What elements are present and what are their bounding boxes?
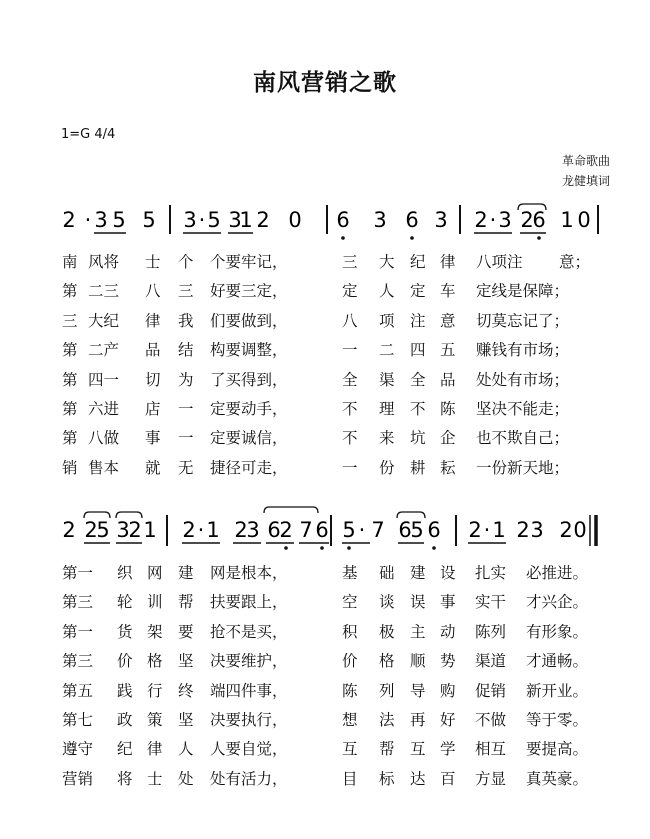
key-signature: 1=G 4/4 (61, 127, 116, 142)
octave-dot (347, 546, 351, 550)
lyric-word: 必推进。 (526, 564, 589, 582)
lyric-word: 策 (147, 711, 163, 729)
lyric-word: 织 (117, 564, 133, 582)
lyric-word: 耘 (440, 458, 456, 477)
note: 7 (371, 518, 385, 542)
lyric-word: 第 (62, 282, 78, 301)
lyric-word: 践 (117, 681, 133, 700)
lyric-word: 售本 (88, 458, 120, 477)
lyric-word: 训 (147, 593, 163, 612)
lyric-line (0, 338, 650, 362)
lyric-word: 第三 (62, 593, 94, 612)
lyric-word: 风将 (88, 253, 120, 271)
lyric-word: 第五 (62, 681, 94, 700)
lyric-word: 三 (178, 282, 194, 301)
lyric-word: 构要调整， (210, 341, 288, 360)
lyric-word: 坚 (178, 711, 194, 729)
lyric-word: 格 (379, 652, 395, 671)
lyric-word: 陈列 (475, 622, 507, 641)
note: · (197, 518, 205, 542)
lyric-word: 第 (62, 400, 78, 418)
notation-staff-2 (62, 507, 596, 550)
lyric-word: 南 (62, 253, 78, 271)
lyric-word: 二产 (88, 341, 120, 360)
lyric-word: 格 (147, 652, 163, 671)
lyric-word: 础 (379, 564, 395, 582)
lyric-word: 极 (379, 622, 395, 641)
lyric-word: 货 (117, 622, 133, 641)
lyric-word: 基 (342, 564, 358, 582)
lyric-word: 帮 (178, 593, 194, 612)
lyric-word: 处 (178, 769, 194, 788)
lyric-line (0, 397, 650, 421)
lyric-word: 全 (410, 370, 426, 389)
lyric-word: 第七 (62, 711, 94, 729)
lyric-word: 真英豪。 (526, 769, 589, 788)
lyric-word: 不 (342, 429, 358, 448)
lyric-word: 等于零。 (526, 711, 589, 729)
lyric-word: 律 (147, 740, 163, 759)
lyric-word: 二三 (88, 282, 120, 301)
note: 1 (239, 208, 253, 232)
lyric-word: 八做 (88, 429, 120, 448)
lyric-word: 端四件事， (210, 681, 288, 700)
lyric-word: 主 (410, 622, 426, 641)
lyric-word: 五 (440, 341, 456, 360)
lyric-word: 陈 (440, 400, 456, 418)
note: 6 (405, 208, 419, 232)
note: 2 (234, 518, 248, 542)
octave-dot (410, 236, 414, 240)
lyric-word: 八 (342, 311, 358, 330)
lyric-word: 车 (440, 282, 456, 301)
lyric-word: 事 (145, 429, 161, 448)
lyric-line (0, 679, 650, 703)
lyric-word: 份 (379, 458, 395, 477)
lyric-word: 好 (440, 711, 456, 729)
note: 6 (532, 208, 546, 232)
page-title: 南风营销之歌 (253, 70, 397, 96)
lyric-word: 品 (145, 341, 161, 360)
lyric-word: 帮 (379, 740, 395, 759)
lyric-word: 个 (178, 253, 194, 271)
lyric-word: 定要动手， (210, 400, 288, 418)
lyric-word: 购 (440, 681, 456, 700)
lyric-word: 不 (342, 400, 358, 418)
lyric-word: 品 (440, 370, 456, 389)
lyric-word: 大 (379, 253, 395, 271)
lyric-word: 店 (145, 400, 161, 418)
lyric-word: 扎实 (475, 564, 507, 582)
lyric-word: 人要自觉， (210, 740, 288, 759)
lyric-word: 政 (117, 711, 133, 729)
lyric-line (0, 708, 650, 732)
lyric-word: 网是根本， (210, 564, 288, 582)
note: 3 (246, 518, 260, 542)
lyric-line (0, 279, 650, 303)
lyric-word: 才通畅。 (526, 652, 589, 671)
lyric-word: 理 (379, 400, 395, 418)
note: 5 (112, 208, 126, 232)
note: 2 (84, 518, 98, 542)
lyric-word: 处处有市场； (476, 370, 570, 389)
lyric-word: 意； (559, 253, 591, 271)
lyric-word: 达 (410, 769, 426, 788)
note: 5 (342, 518, 356, 542)
lyric-word: 空 (342, 593, 358, 612)
lyric-word: 切莫忘记了； (476, 311, 570, 330)
note: 2 (468, 518, 482, 542)
lyric-word: 八 (145, 282, 161, 301)
lyric-word: 营销 (62, 769, 94, 788)
note: · (358, 518, 366, 542)
lyric-word: 第一 (62, 622, 94, 641)
lyric-word: 事 (440, 593, 456, 612)
lyric-word: 百 (440, 769, 456, 788)
lyric-word: 决要执行， (210, 711, 288, 729)
lyric-word: 全 (342, 370, 358, 389)
lyric-word: 坚 (178, 652, 194, 671)
note: 3 (434, 208, 448, 232)
note: 6 (398, 518, 412, 542)
note: 1 (143, 518, 157, 542)
note: 2 (62, 518, 76, 542)
note: 5 (142, 208, 156, 232)
note: 6 (427, 518, 441, 542)
lyrics-credit: 龙健填词 (561, 174, 610, 188)
lyric-word: 才兴企。 (526, 593, 589, 612)
lyric-word: 第三 (62, 652, 94, 671)
lyric-word: 将 (117, 769, 133, 788)
lyric-word: 遵守 (62, 740, 94, 759)
lyric-word: 人 (379, 282, 395, 301)
lyric-word: 架 (147, 622, 163, 641)
lyric-word: 想 (342, 711, 358, 729)
lyric-line (0, 767, 650, 791)
note: 2 (256, 208, 270, 232)
note: 3 (183, 208, 197, 232)
lyric-word: 三 (342, 253, 358, 271)
lyric-word: 行 (147, 681, 163, 700)
lyric-word: 我 (178, 311, 194, 330)
lyric-word: 律 (440, 253, 456, 271)
lyric-word: 谈 (379, 593, 395, 612)
lyric-word: 要 (178, 622, 194, 641)
lyric-word: 定要诚信， (210, 429, 288, 448)
note: 5 (96, 518, 110, 542)
lyric-word: 一 (342, 458, 358, 477)
lyric-word: 一 (342, 341, 358, 360)
lyric-word: 互 (410, 740, 426, 759)
lyric-word: 再 (410, 711, 426, 729)
note: 0 (573, 518, 587, 542)
note: 6 (267, 518, 281, 542)
lyric-word: 新开业。 (526, 681, 589, 700)
lyric-word: 切 (145, 370, 161, 389)
lyric-word: 误 (410, 593, 426, 612)
lyric-word: 第 (62, 341, 78, 360)
lyric-word: 建 (178, 564, 194, 582)
lyric-word: 定 (410, 282, 426, 301)
lyric-line (0, 250, 650, 274)
lyric-word: 八项注 (476, 253, 523, 271)
lyric-word: 动 (440, 622, 456, 641)
lyric-word: 赚钱有市场； (476, 341, 570, 360)
lyric-word: 顺 (410, 652, 426, 671)
lyric-word: 销 (62, 458, 78, 477)
note: 3 (228, 208, 242, 232)
lyric-word: 学 (440, 740, 456, 759)
lyric-word: 网 (147, 564, 163, 582)
lyric-word: 有形象。 (526, 622, 589, 641)
note: · (198, 208, 206, 232)
lyric-word: 扶要跟上， (210, 593, 288, 612)
note: 1 (206, 518, 220, 542)
lyric-word: 就 (145, 458, 161, 477)
lyric-word: 一份新天地； (476, 458, 570, 477)
lyric-word: 方显 (475, 769, 507, 788)
lyric-word: 导 (410, 681, 426, 700)
lyric-word: 坚决不能走； (476, 400, 570, 418)
lyric-line (0, 309, 650, 333)
lyric-word: 律 (145, 311, 161, 330)
note: 2 (182, 518, 196, 542)
lyric-line (0, 456, 650, 480)
lyric-word: 终 (178, 681, 194, 700)
lyric-word: 耕 (410, 458, 426, 477)
lyric-word: 三 (62, 311, 78, 330)
lyric-word: 势 (440, 652, 456, 671)
lyric-word: 无 (178, 458, 194, 477)
note: 1 (492, 518, 506, 542)
lyric-word: 人 (178, 740, 194, 759)
lyric-word: 价 (117, 652, 133, 671)
octave-dot (320, 546, 324, 550)
note: 5 (410, 518, 424, 542)
note: 0 (577, 208, 591, 232)
note: 2 (474, 208, 488, 232)
note: 3 (530, 518, 544, 542)
lyric-word: 了买得到， (210, 370, 288, 389)
note: 6 (336, 208, 350, 232)
note: 0 (288, 208, 302, 232)
octave-dot (341, 236, 345, 240)
note: 2 (520, 208, 534, 232)
lyric-word: 实干 (475, 593, 507, 612)
lyric-word: 一 (178, 400, 194, 418)
lyric-word: 设 (440, 564, 456, 582)
lyric-word: 渠 (379, 370, 395, 389)
lyric-word: 意 (440, 311, 456, 330)
slur (264, 507, 318, 513)
note: 2 (279, 518, 293, 542)
lyric-word: 士 (147, 769, 163, 788)
lyric-word: 目 (342, 769, 358, 788)
lyric-word: 注 (410, 311, 426, 330)
lyric-word: 坑 (410, 429, 426, 448)
notation-staff-1 (62, 204, 598, 240)
lyric-word: 不做 (475, 711, 507, 729)
lyric-word: 渠道 (475, 652, 507, 671)
lyric-word: 结 (178, 341, 194, 360)
lyric-word: 陈 (342, 681, 358, 700)
lyric-word: 抢不是买， (210, 622, 288, 641)
lyric-word: 不 (410, 400, 426, 418)
note: 3 (116, 518, 130, 542)
lyric-word: 定 (342, 282, 358, 301)
octave-dot (537, 236, 541, 240)
lyric-word: 定线是保障； (476, 282, 570, 301)
note: 3 (94, 208, 108, 232)
lyric-word: 们要做到， (210, 311, 288, 330)
lyric-word: 二 (379, 341, 395, 360)
note: · (483, 518, 491, 542)
lyric-word: 士 (145, 253, 161, 271)
octave-dot (432, 546, 436, 550)
lyric-word: 为 (178, 370, 194, 389)
note: 2 (559, 518, 573, 542)
lyric-word: 列 (379, 681, 395, 700)
lyric-word: 四 (410, 341, 426, 360)
note: 3 (498, 208, 512, 232)
lyric-line (0, 620, 650, 644)
lyric-word: 相互 (475, 740, 507, 759)
note: 2 (128, 518, 142, 542)
note: · (84, 208, 92, 232)
lyric-line (0, 649, 650, 673)
note: 1 (560, 208, 574, 232)
lyric-word: 个要牢记， (210, 253, 288, 271)
lyric-word: 捷径可走， (210, 458, 288, 477)
lyric-line (0, 426, 650, 450)
lyric-word: 好要三定， (210, 282, 288, 301)
lyric-word: 处有活力， (210, 769, 288, 788)
lyric-word: 大纪 (88, 311, 120, 330)
lyric-word: 纪 (410, 253, 426, 271)
lyric-word: 企 (440, 429, 456, 448)
note: 7 (299, 518, 313, 542)
octave-dot (284, 546, 288, 550)
lyric-word: 纪 (117, 740, 133, 759)
lyric-word: 互 (342, 740, 358, 759)
lyric-word: 第 (62, 429, 78, 448)
lyric-word: 法 (379, 711, 395, 729)
lyric-word: 轮 (117, 593, 133, 612)
lyric-word: 促销 (475, 681, 507, 700)
music-credit: 革命歌曲 (561, 154, 610, 168)
lyric-word: 也不欺自己； (476, 429, 570, 448)
note: 3 (373, 208, 387, 232)
lyric-word: 决要维护， (210, 652, 288, 671)
lyric-line (0, 737, 650, 761)
lyric-word: 标 (379, 769, 395, 788)
lyric-word: 一 (178, 429, 194, 448)
lyric-word: 第 (62, 370, 78, 389)
note: 6 (315, 518, 329, 542)
lyric-word: 价 (342, 652, 358, 671)
lyric-line (0, 590, 650, 614)
lyric-word: 四一 (88, 370, 120, 389)
lyric-line (0, 368, 650, 392)
note: 2 (62, 208, 76, 232)
lyric-word: 来 (379, 429, 395, 448)
note: · (489, 208, 497, 232)
lyric-word: 第一 (62, 564, 94, 582)
lyric-word: 六进 (88, 400, 120, 418)
lyric-word: 建 (410, 564, 426, 582)
lyric-line (0, 561, 650, 585)
note: 2 (516, 518, 530, 542)
lyric-word: 项 (379, 311, 395, 330)
lyric-word: 要提高。 (526, 740, 589, 759)
note: 5 (207, 208, 221, 232)
lyric-word: 积 (342, 622, 358, 641)
